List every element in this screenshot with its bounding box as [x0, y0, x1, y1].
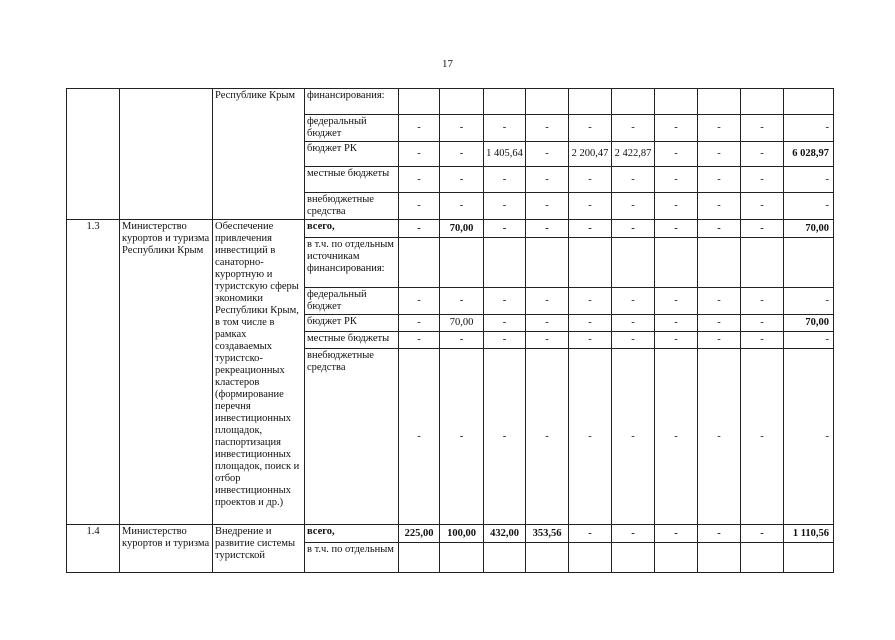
- total-value-cell: [784, 543, 834, 573]
- value-cell: -: [612, 220, 655, 238]
- funding-source-cell: местные бюджеты: [305, 332, 399, 349]
- funding-source-cell: бюджет РК: [305, 315, 399, 332]
- value-cell: [741, 543, 784, 573]
- table-body: [67, 89, 834, 573]
- value-cell: -: [698, 315, 741, 332]
- value-cell: -: [526, 220, 569, 238]
- total-value-cell: -: [784, 288, 834, 315]
- total-value-cell: -: [784, 193, 834, 220]
- organization-cell: [120, 89, 213, 220]
- value-cell: -: [741, 142, 784, 167]
- value-cell: [440, 543, 484, 573]
- value-cell: -: [440, 332, 484, 349]
- value-cell: -: [484, 167, 526, 193]
- funding-source-cell: внебюджетные средства: [305, 349, 399, 525]
- financing-table: [66, 88, 834, 573]
- funding-source-cell: местные бюджеты: [305, 167, 399, 193]
- funding-source-cell: всего,: [305, 220, 399, 238]
- value-cell: -: [399, 332, 440, 349]
- organization-cell: Министерство курортов и туризма: [120, 525, 213, 573]
- task-cell: Обеспечение привлечения инвестиций в санаторно-курортную и туристскую сферы экономики Республики Крым, в том числе в рамках создаваемых туристско-рекреационных кластеров (формирование перечня инвестиционных площадок, паспортизация инвестиционных площадок, поиск и отбор инвестиционных проектов и др.): [213, 220, 305, 525]
- value-cell: -: [526, 315, 569, 332]
- total-value-cell: 6 028,97: [784, 142, 834, 167]
- value-cell: -: [526, 288, 569, 315]
- value-cell: [399, 89, 440, 115]
- value-cell: -: [612, 525, 655, 543]
- value-cell: [698, 89, 741, 115]
- value-cell: -: [698, 525, 741, 543]
- task-cell: Внедрение и развитие системы туристской: [213, 525, 305, 573]
- value-cell: [440, 238, 484, 288]
- value-cell: [655, 238, 698, 288]
- value-cell: [698, 543, 741, 573]
- page-number: 17: [442, 58, 453, 70]
- value-cell: -: [440, 115, 484, 142]
- total-value-cell: [784, 89, 834, 115]
- value-cell: -: [655, 115, 698, 142]
- value-cell: -: [484, 193, 526, 220]
- funding-source-cell: бюджет РК: [305, 142, 399, 167]
- total-value-cell: 70,00: [784, 220, 834, 238]
- value-cell: 100,00: [440, 525, 484, 543]
- value-cell: [440, 89, 484, 115]
- value-cell: -: [484, 115, 526, 142]
- value-cell: 2 422,87: [612, 142, 655, 167]
- value-cell: [741, 238, 784, 288]
- funding-source-cell: федеральный бюджет: [305, 115, 399, 142]
- value-cell: [569, 238, 612, 288]
- value-cell: [569, 89, 612, 115]
- value-cell: [526, 238, 569, 288]
- value-cell: -: [526, 142, 569, 167]
- funding-source-cell: всего,: [305, 525, 399, 543]
- value-cell: 1 405,64: [484, 142, 526, 167]
- value-cell: -: [440, 193, 484, 220]
- value-cell: -: [655, 315, 698, 332]
- value-cell: [655, 543, 698, 573]
- value-cell: 225,00: [399, 525, 440, 543]
- value-cell: -: [655, 167, 698, 193]
- value-cell: [612, 238, 655, 288]
- value-cell: [612, 89, 655, 115]
- value-cell: -: [655, 220, 698, 238]
- value-cell: -: [655, 142, 698, 167]
- row-number-cell: [67, 89, 120, 220]
- value-cell: [526, 89, 569, 115]
- value-cell: 353,56: [526, 525, 569, 543]
- value-cell: -: [526, 193, 569, 220]
- funding-source-cell: финансирования:: [305, 89, 399, 115]
- value-cell: 70,00: [440, 315, 484, 332]
- funding-source-cell: федеральный бюджет: [305, 288, 399, 315]
- row-number-cell: 1.3: [67, 220, 120, 525]
- value-cell: [612, 543, 655, 573]
- value-cell: -: [569, 525, 612, 543]
- value-cell: [741, 89, 784, 115]
- value-cell: -: [698, 288, 741, 315]
- funding-source-cell: внебюджетные средства: [305, 193, 399, 220]
- value-cell: -: [569, 220, 612, 238]
- value-cell: -: [698, 167, 741, 193]
- value-cell: -: [698, 349, 741, 525]
- value-cell: -: [569, 167, 612, 193]
- task-cell: Республике Крым: [213, 89, 305, 220]
- value-cell: -: [741, 288, 784, 315]
- value-cell: -: [569, 315, 612, 332]
- value-cell: -: [399, 115, 440, 142]
- total-value-cell: 70,00: [784, 315, 834, 332]
- value-cell: -: [612, 288, 655, 315]
- value-cell: -: [526, 349, 569, 525]
- total-value-cell: [784, 238, 834, 288]
- table-row: [67, 220, 834, 238]
- value-cell: [484, 89, 526, 115]
- value-cell: [655, 89, 698, 115]
- value-cell: [484, 238, 526, 288]
- total-value-cell: -: [784, 115, 834, 142]
- value-cell: -: [741, 115, 784, 142]
- value-cell: [399, 238, 440, 288]
- value-cell: -: [655, 349, 698, 525]
- value-cell: -: [399, 349, 440, 525]
- value-cell: -: [612, 115, 655, 142]
- value-cell: -: [440, 142, 484, 167]
- value-cell: -: [741, 315, 784, 332]
- value-cell: -: [399, 167, 440, 193]
- value-cell: -: [698, 193, 741, 220]
- value-cell: -: [569, 115, 612, 142]
- value-cell: 2 200,47: [569, 142, 612, 167]
- table-row: [67, 525, 834, 543]
- value-cell: -: [569, 193, 612, 220]
- total-value-cell: 1 110,56: [784, 525, 834, 543]
- value-cell: -: [741, 349, 784, 525]
- value-cell: -: [698, 332, 741, 349]
- value-cell: -: [399, 315, 440, 332]
- value-cell: [698, 238, 741, 288]
- value-cell: -: [741, 220, 784, 238]
- value-cell: -: [440, 349, 484, 525]
- value-cell: -: [741, 332, 784, 349]
- value-cell: -: [698, 115, 741, 142]
- value-cell: [526, 543, 569, 573]
- value-cell: -: [526, 167, 569, 193]
- value-cell: -: [484, 332, 526, 349]
- value-cell: -: [612, 332, 655, 349]
- total-value-cell: -: [784, 349, 834, 525]
- value-cell: -: [399, 193, 440, 220]
- value-cell: -: [655, 288, 698, 315]
- value-cell: -: [655, 193, 698, 220]
- value-cell: -: [612, 349, 655, 525]
- value-cell: -: [569, 288, 612, 315]
- value-cell: -: [484, 220, 526, 238]
- value-cell: -: [440, 167, 484, 193]
- value-cell: -: [655, 525, 698, 543]
- value-cell: -: [526, 332, 569, 349]
- funding-source-cell: в т.ч. по отдельным: [305, 543, 399, 573]
- value-cell: -: [399, 142, 440, 167]
- value-cell: -: [655, 332, 698, 349]
- value-cell: -: [612, 193, 655, 220]
- value-cell: -: [484, 288, 526, 315]
- value-cell: [569, 543, 612, 573]
- value-cell: -: [399, 288, 440, 315]
- total-value-cell: -: [784, 332, 834, 349]
- value-cell: -: [484, 315, 526, 332]
- value-cell: -: [741, 167, 784, 193]
- value-cell: -: [698, 142, 741, 167]
- value-cell: [399, 543, 440, 573]
- value-cell: -: [440, 288, 484, 315]
- value-cell: [484, 543, 526, 573]
- value-cell: -: [484, 349, 526, 525]
- row-number-cell: 1.4: [67, 525, 120, 573]
- value-cell: -: [741, 193, 784, 220]
- value-cell: -: [612, 167, 655, 193]
- funding-source-cell: в т.ч. по отдельным источникам финансирования:: [305, 238, 399, 288]
- value-cell: -: [612, 315, 655, 332]
- value-cell: 70,00: [440, 220, 484, 238]
- value-cell: -: [399, 220, 440, 238]
- total-value-cell: -: [784, 167, 834, 193]
- table-row: [67, 89, 834, 115]
- value-cell: -: [569, 349, 612, 525]
- organization-cell: Министерство курортов и туризма Республики Крым: [120, 220, 213, 525]
- value-cell: -: [698, 220, 741, 238]
- value-cell: 432,00: [484, 525, 526, 543]
- value-cell: -: [526, 115, 569, 142]
- value-cell: -: [741, 525, 784, 543]
- value-cell: -: [569, 332, 612, 349]
